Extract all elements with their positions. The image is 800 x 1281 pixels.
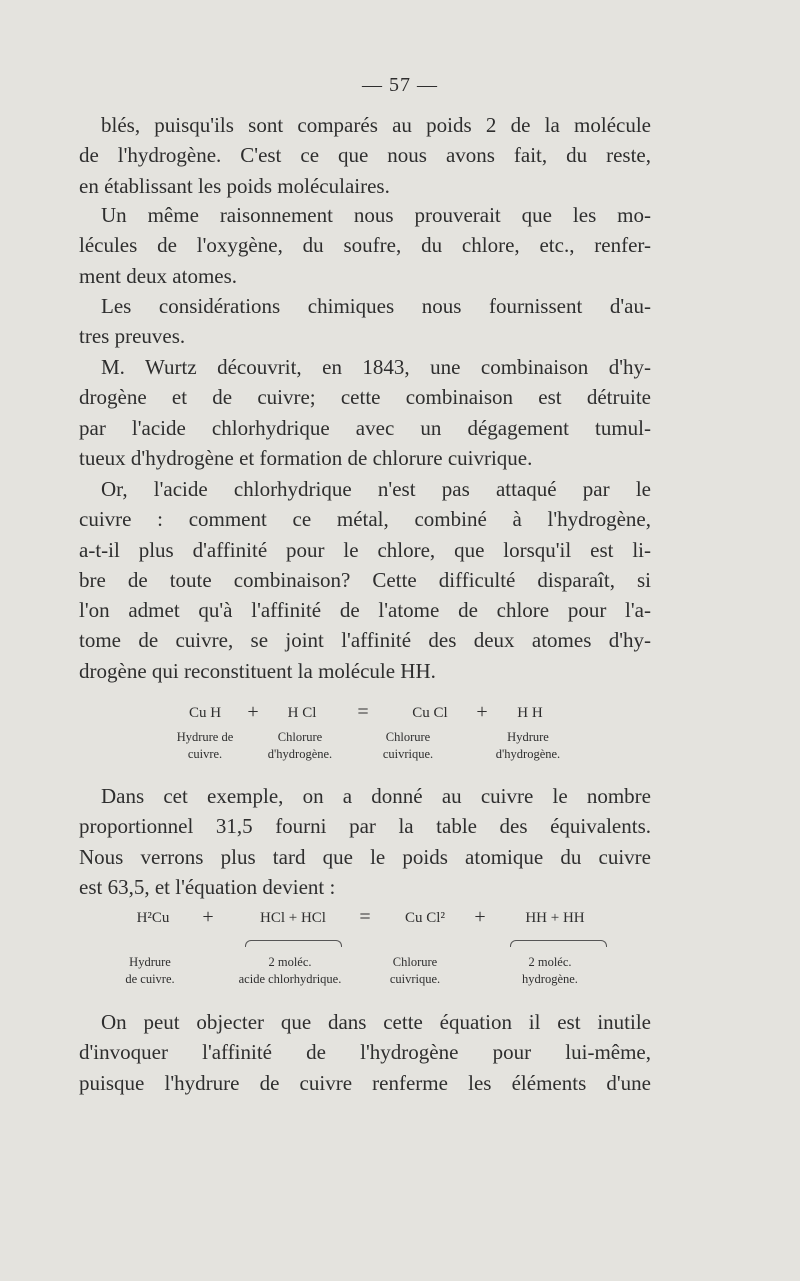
text-line: en établissant les poids moléculaires.	[79, 173, 390, 198]
eq1-plus: +	[247, 701, 259, 723]
text-line: drogène qui reconstituent la molécule HH.	[79, 658, 436, 683]
eq2-equals: =	[359, 906, 371, 928]
eq1-term-hcl: H Cl	[287, 705, 317, 721]
text-line: lécules de l'oxygène, du soufre, du chlore, etc., renfer-	[79, 233, 651, 258]
paragraph-1	[79, 110, 651, 201]
text-line: proportionnel 31,5 fourni par la table des équivalents.	[79, 814, 651, 839]
text-line: a-t-il plus d'affinité pour le chlore, que lorsqu'il est li-	[79, 537, 651, 562]
eq2-plus-2: +	[474, 906, 486, 928]
text-line: bre de toute combinaison? Cette difficulté disparaît, si	[79, 567, 651, 592]
eq2-label-3: Chlorure cuivrique.	[389, 955, 441, 986]
page-number: — 57 —	[362, 74, 438, 96]
paragraph-2	[79, 200, 651, 291]
paragraph-7	[79, 1007, 651, 1098]
paragraph-5	[79, 474, 651, 686]
text-line: Or, l'acide chlorhydrique n'est pas attaqué par le	[101, 477, 651, 501]
eq1-label-3: Chlorure cuivrique.	[382, 730, 434, 761]
text-line: de l'hydrogène. C'est ce que nous avons fait, du reste,	[79, 143, 651, 168]
eq2-term-h2cu: H²Cu	[136, 910, 170, 926]
text-line: On peut objecter que dans cette équation il est inutile	[101, 1010, 651, 1034]
text-line: Un même raisonnement nous prouverait que les mo-	[101, 203, 651, 227]
text-line: Dans cet exemple, on a donné au cuivre le nombre	[101, 784, 651, 808]
text-line: blés, puisqu'ils sont comparés au poids 2 de la molécule	[101, 113, 651, 137]
text-line: tueux d'hydrogène et formation de chlorure cuivrique.	[79, 445, 533, 470]
eq2-label-1: Hydrure de cuivre.	[125, 955, 175, 986]
eq1-label-1: Hydrure de cuivre.	[176, 730, 234, 761]
text-line: cuivre : comment ce métal, combiné à l'hydrogène,	[79, 507, 651, 532]
paragraph-3	[79, 291, 651, 352]
text-line: drogène et de cuivre; cette combinaison est détruite	[79, 385, 651, 410]
eq2-label-2: 2 moléc. acide chlorhydrique.	[238, 955, 342, 986]
eq2-term-cucl2: Cu Cl²	[405, 910, 445, 926]
eq2-brace-1	[245, 940, 342, 947]
text-line: Les considérations chimiques nous fournissent d'au-	[101, 294, 651, 318]
eq2-term-hh: HH + HH	[525, 910, 585, 926]
text-line: puisque l'hydrure de cuivre renferme les éléments d'une	[79, 1070, 651, 1095]
text-line: par l'acide chlorhydrique avec un dégagement tumul-	[79, 415, 651, 440]
text-line: ment deux atomes.	[79, 263, 238, 288]
text-line: est 63,5, et l'équation devient :	[79, 874, 336, 899]
text-line: d'invoquer l'affinité de l'hydrogène pour lui-même,	[79, 1040, 651, 1065]
eq1-equals: =	[357, 701, 369, 723]
eq1-label-2: Chlorure d'hydrogène.	[267, 730, 333, 761]
eq1-label-4: Hydrure d'hydrogène.	[495, 730, 561, 761]
eq2-term-hcl: HCl + HCl	[260, 910, 326, 926]
eq1-term-cucl: Cu Cl	[412, 705, 448, 721]
text-line: l'on admet qu'à l'affinité de l'atome de chlore pour l'a-	[79, 598, 651, 623]
eq1-term-hh: H H	[517, 705, 543, 721]
text-line: tres preuves.	[79, 324, 186, 349]
eq2-label-4: 2 moléc. hydrogène.	[522, 955, 578, 986]
eq1-term-cuh: Cu H	[188, 705, 222, 721]
paragraph-6	[79, 781, 651, 902]
text-line: Nous verrons plus tard que le poids atomique du cuivre	[79, 844, 651, 869]
text-line: tome de cuivre, se joint l'affinité des deux atomes d'hy-	[79, 628, 651, 653]
eq2-plus: +	[202, 906, 214, 928]
eq1-plus-2: +	[476, 701, 488, 723]
text-line: M. Wurtz découvrit, en 1843, une combinaison d'hy-	[101, 355, 651, 379]
eq2-brace-2	[510, 940, 607, 947]
paragraph-4	[79, 352, 651, 473]
